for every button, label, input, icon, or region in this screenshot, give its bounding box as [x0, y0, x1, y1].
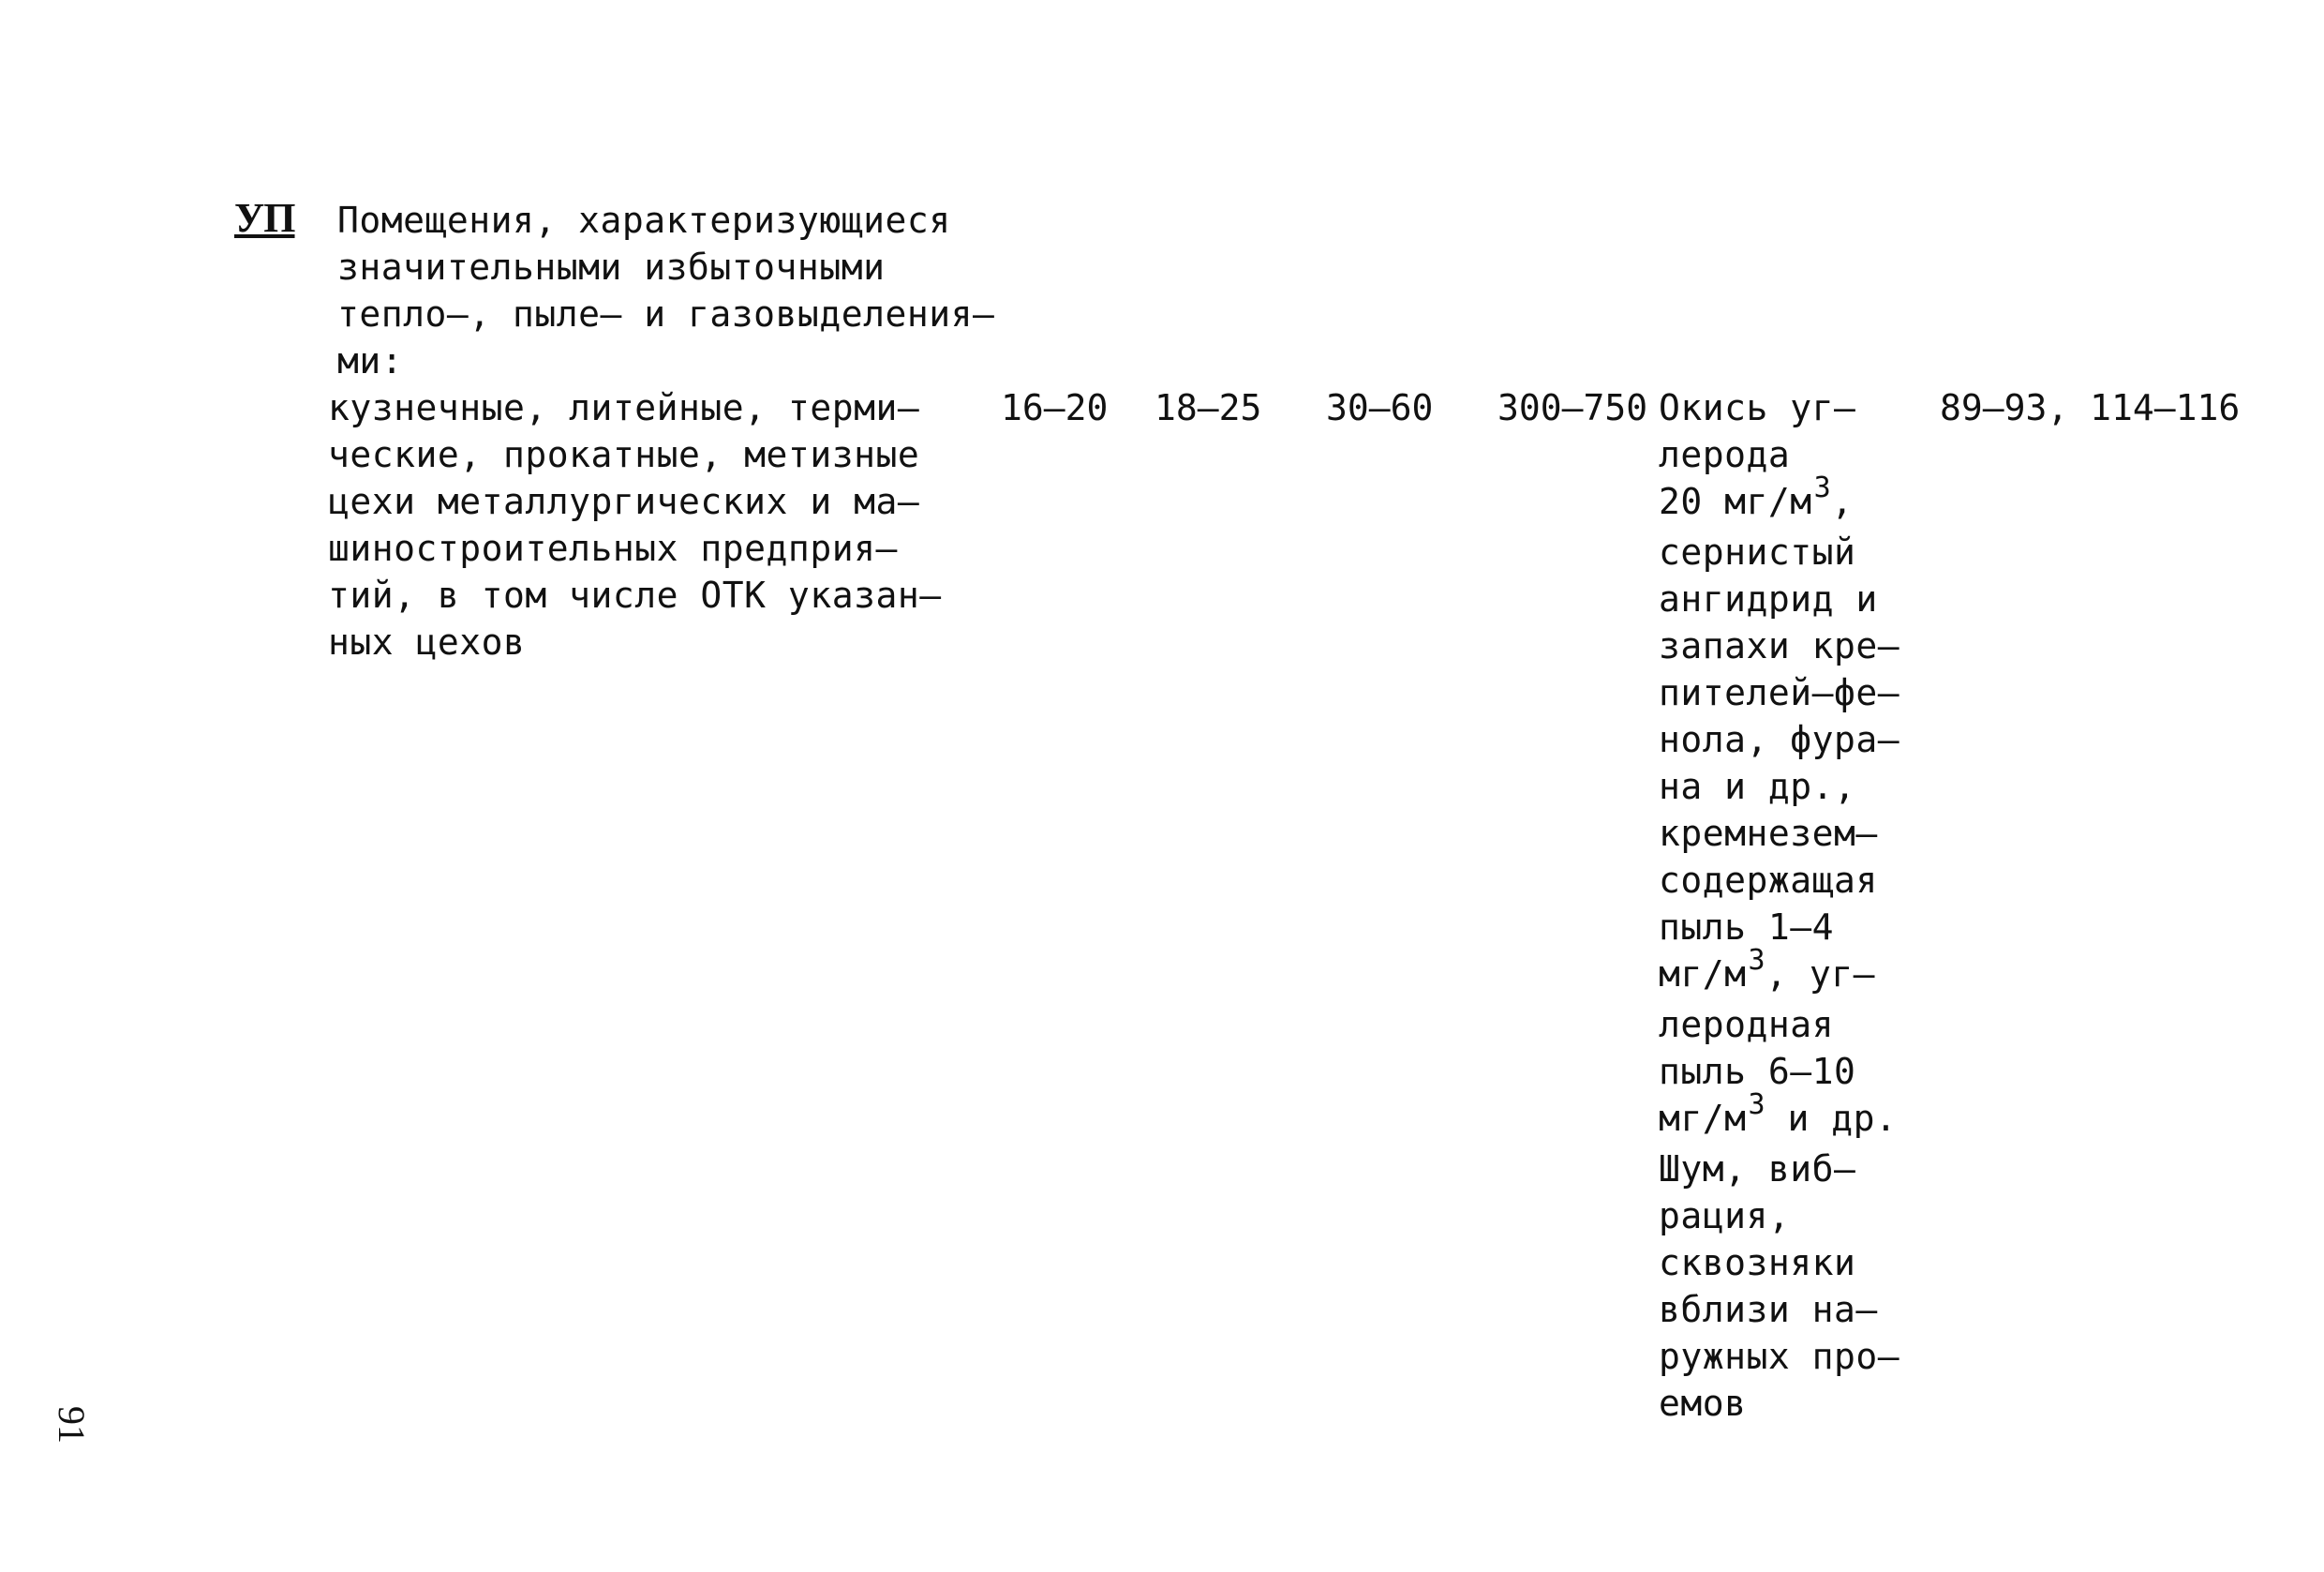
- notes-line: пителей–фе–: [1659, 672, 1900, 713]
- superscript: 3: [1813, 472, 1832, 504]
- notes-line: леродная: [1659, 1004, 1835, 1045]
- notes-line: вблизи на–: [1659, 1289, 1878, 1330]
- notes-text: 20 мг/м: [1659, 481, 1812, 522]
- notes-line: Окись уг–: [1659, 387, 1856, 428]
- notes-line-with-unit: [1659, 944, 1899, 1001]
- value-column-2: 18–25: [1155, 387, 1262, 428]
- superscript: 3: [1748, 944, 1766, 977]
- notes-line: запахи кре–: [1659, 625, 1900, 666]
- notes-line: Шум, виб–: [1659, 1148, 1856, 1190]
- section-number: УП: [234, 195, 295, 241]
- notes-line: пыль 6–10: [1659, 1051, 1856, 1092]
- section-heading: [337, 197, 994, 384]
- notes-text: , уг–: [1765, 953, 1875, 995]
- description-line: ческие, прокатные, метизные: [328, 434, 920, 475]
- notes-text: мг/м: [1659, 1098, 1747, 1139]
- description-line: кузнечные, литейные, терми–: [328, 387, 920, 428]
- notes-line: на и др.,: [1659, 766, 1856, 807]
- harmful-factors-notes: [1659, 384, 1899, 1427]
- page-number: 91: [51, 1406, 93, 1444]
- notes-line: кремнезем–: [1659, 813, 1878, 854]
- notes-line: сернистый: [1659, 531, 1856, 573]
- superscript: 3: [1748, 1088, 1766, 1121]
- description-line: цехи металлургических и ма–: [328, 481, 920, 522]
- notes-line: нола, фура–: [1659, 719, 1900, 760]
- references: 89–93, 114–116: [1940, 387, 2241, 428]
- heading-line: Помещения, характеризующиеся: [337, 200, 951, 241]
- row-description: [328, 384, 942, 666]
- notes-line: емов: [1659, 1383, 1747, 1424]
- notes-text: мг/м: [1659, 953, 1747, 995]
- notes-line: лерода: [1659, 434, 1791, 475]
- value-column-3: 30–60: [1326, 387, 1434, 428]
- notes-text: ,: [1831, 481, 1854, 522]
- notes-text: и др.: [1765, 1098, 1898, 1139]
- value-column-4: 300–750: [1497, 387, 1648, 428]
- notes-line: рация,: [1659, 1195, 1791, 1236]
- notes-line: ружных про–: [1659, 1336, 1900, 1377]
- description-line: шиностроительных предприя–: [328, 528, 898, 569]
- description-line: тий, в том числе ОТК указан–: [328, 575, 942, 616]
- heading-line: ми:: [337, 340, 404, 382]
- notes-line: пыль 1–4: [1659, 906, 1835, 948]
- notes-line: сквозняки: [1659, 1242, 1856, 1283]
- notes-line: ангидрид и: [1659, 578, 1878, 620]
- heading-line: тепло–, пыле– и газовыделения–: [337, 293, 995, 335]
- value-column-1: 16–20: [1001, 387, 1109, 428]
- description-line: ных цехов: [328, 621, 526, 663]
- heading-line: значительными избыточными: [337, 247, 886, 288]
- notes-line-with-unit: [1659, 1088, 1899, 1145]
- notes-line: содержащая: [1659, 860, 1878, 901]
- notes-line-with-unit: [1659, 472, 1899, 529]
